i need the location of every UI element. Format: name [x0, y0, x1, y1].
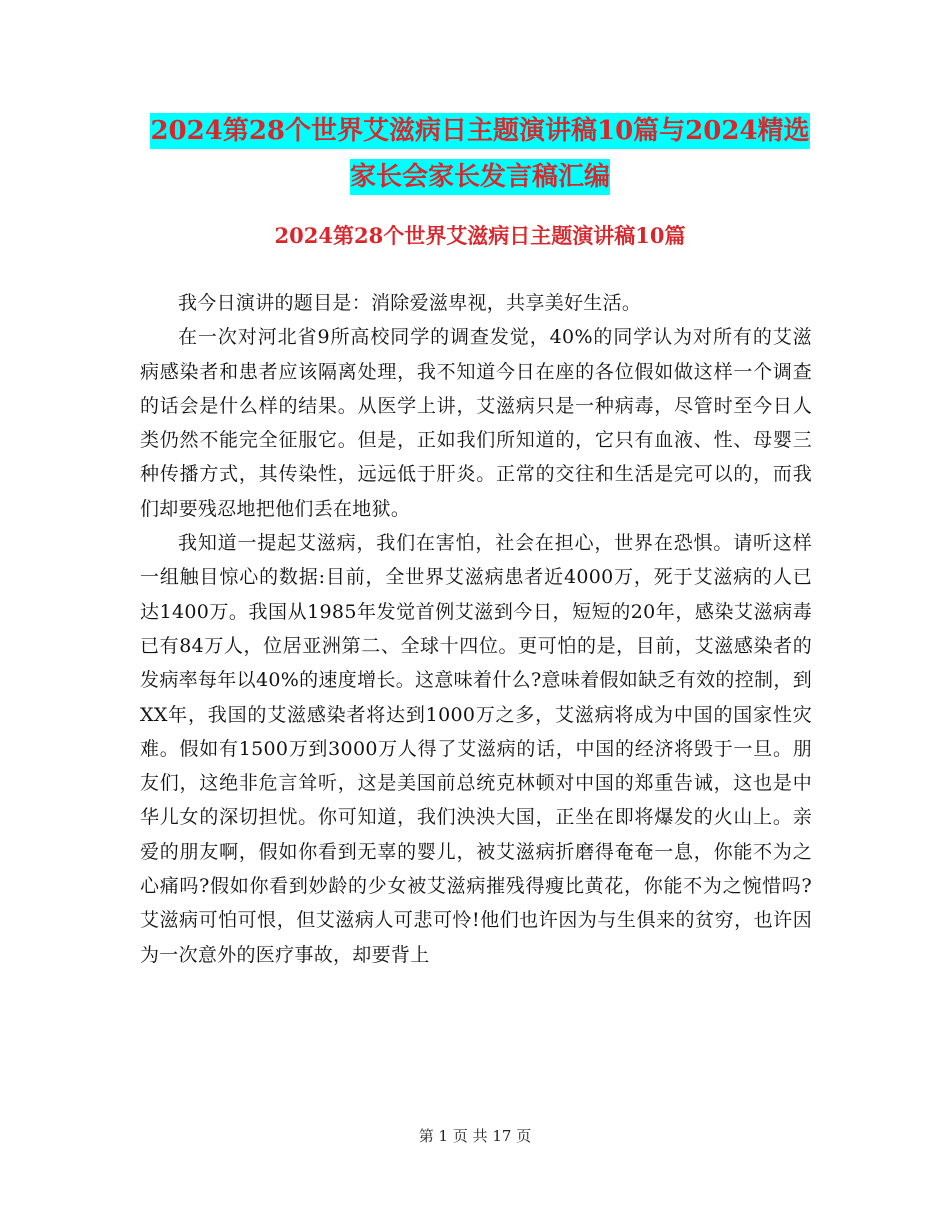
paragraph: 在一次对河北省9所高校同学的调查发觉，40%的同学认为对所有的艾滋病感染者和患者应该隔离处理，我不知道今日在座的各位假如做这样一个调查的话会是什么样的结果。从医学上讲，艾滋病只是一种病毒，尽管时至今日人类仍然不能完全征服它。但是，正如我们所知道的，它只有血液、性、母婴三种传播方式，其传染性，远远低于肝炎。正常的交往和生活是完可以的，而我们却要残忍地把他们丢在地狱。 [140, 326, 812, 520]
page-footer: 第 1 页 共 17 页 [418, 1127, 532, 1145]
paragraph: 我知道一提起艾滋病，我们在害怕，社会在担心，世界在恐惧。请听这样一组触目惊心的数据:目前，全世界艾滋病患者近4000万，死于艾滋病的人已达1400万。我国从1985年发觉首例艾滋到今日，短短的20年，感染艾滋病毒已有84万人，位居亚洲第二、全球十四位。更可怕的是，目前，艾滋感染者的发病率每年以40%的速度增长。这意味着什么?意味着假如缺乏有效的控制，到XX年，我国的艾滋感染者将达到1000万之多，艾滋病将成为中国的国家性灾难。假如有1500万到3000万人得了艾滋病的话，中国的经济将毁于一旦。朋友们，这绝非危言耸听，这是美国前总统克林顿对中国的郑重告诫，这也是中华儿女的深切担忧。你可知道，我们泱泱大国，正坐在即将爆发的火山上。亲爱的朋友啊，假如你看到无辜的婴儿，被艾滋病折磨得奄奄一息，你能不为之心痛吗?假如你看到妙龄的少女被艾滋病摧残得瘦比黄花，你能不为之惋惜吗?艾滋病可怕可恨，但艾滋病人可悲可怜!他们也许因为与生俱来的贫穷，也许因为一次意外的医疗事故，却要背上 [140, 532, 812, 966]
document-title [140, 108, 820, 200]
section-heading: 2024第28个世界艾滋病日主题演讲稿10篇 [274, 223, 686, 248]
document-title-text: 2024第28个世界艾滋病日主题演讲稿10篇与2024精选家长会家长发言稿汇编 [150, 113, 809, 195]
document-body [140, 286, 812, 972]
paragraph: 我今日演讲的题目是：消除爱滋卑视，共享美好生活。 [178, 292, 642, 314]
